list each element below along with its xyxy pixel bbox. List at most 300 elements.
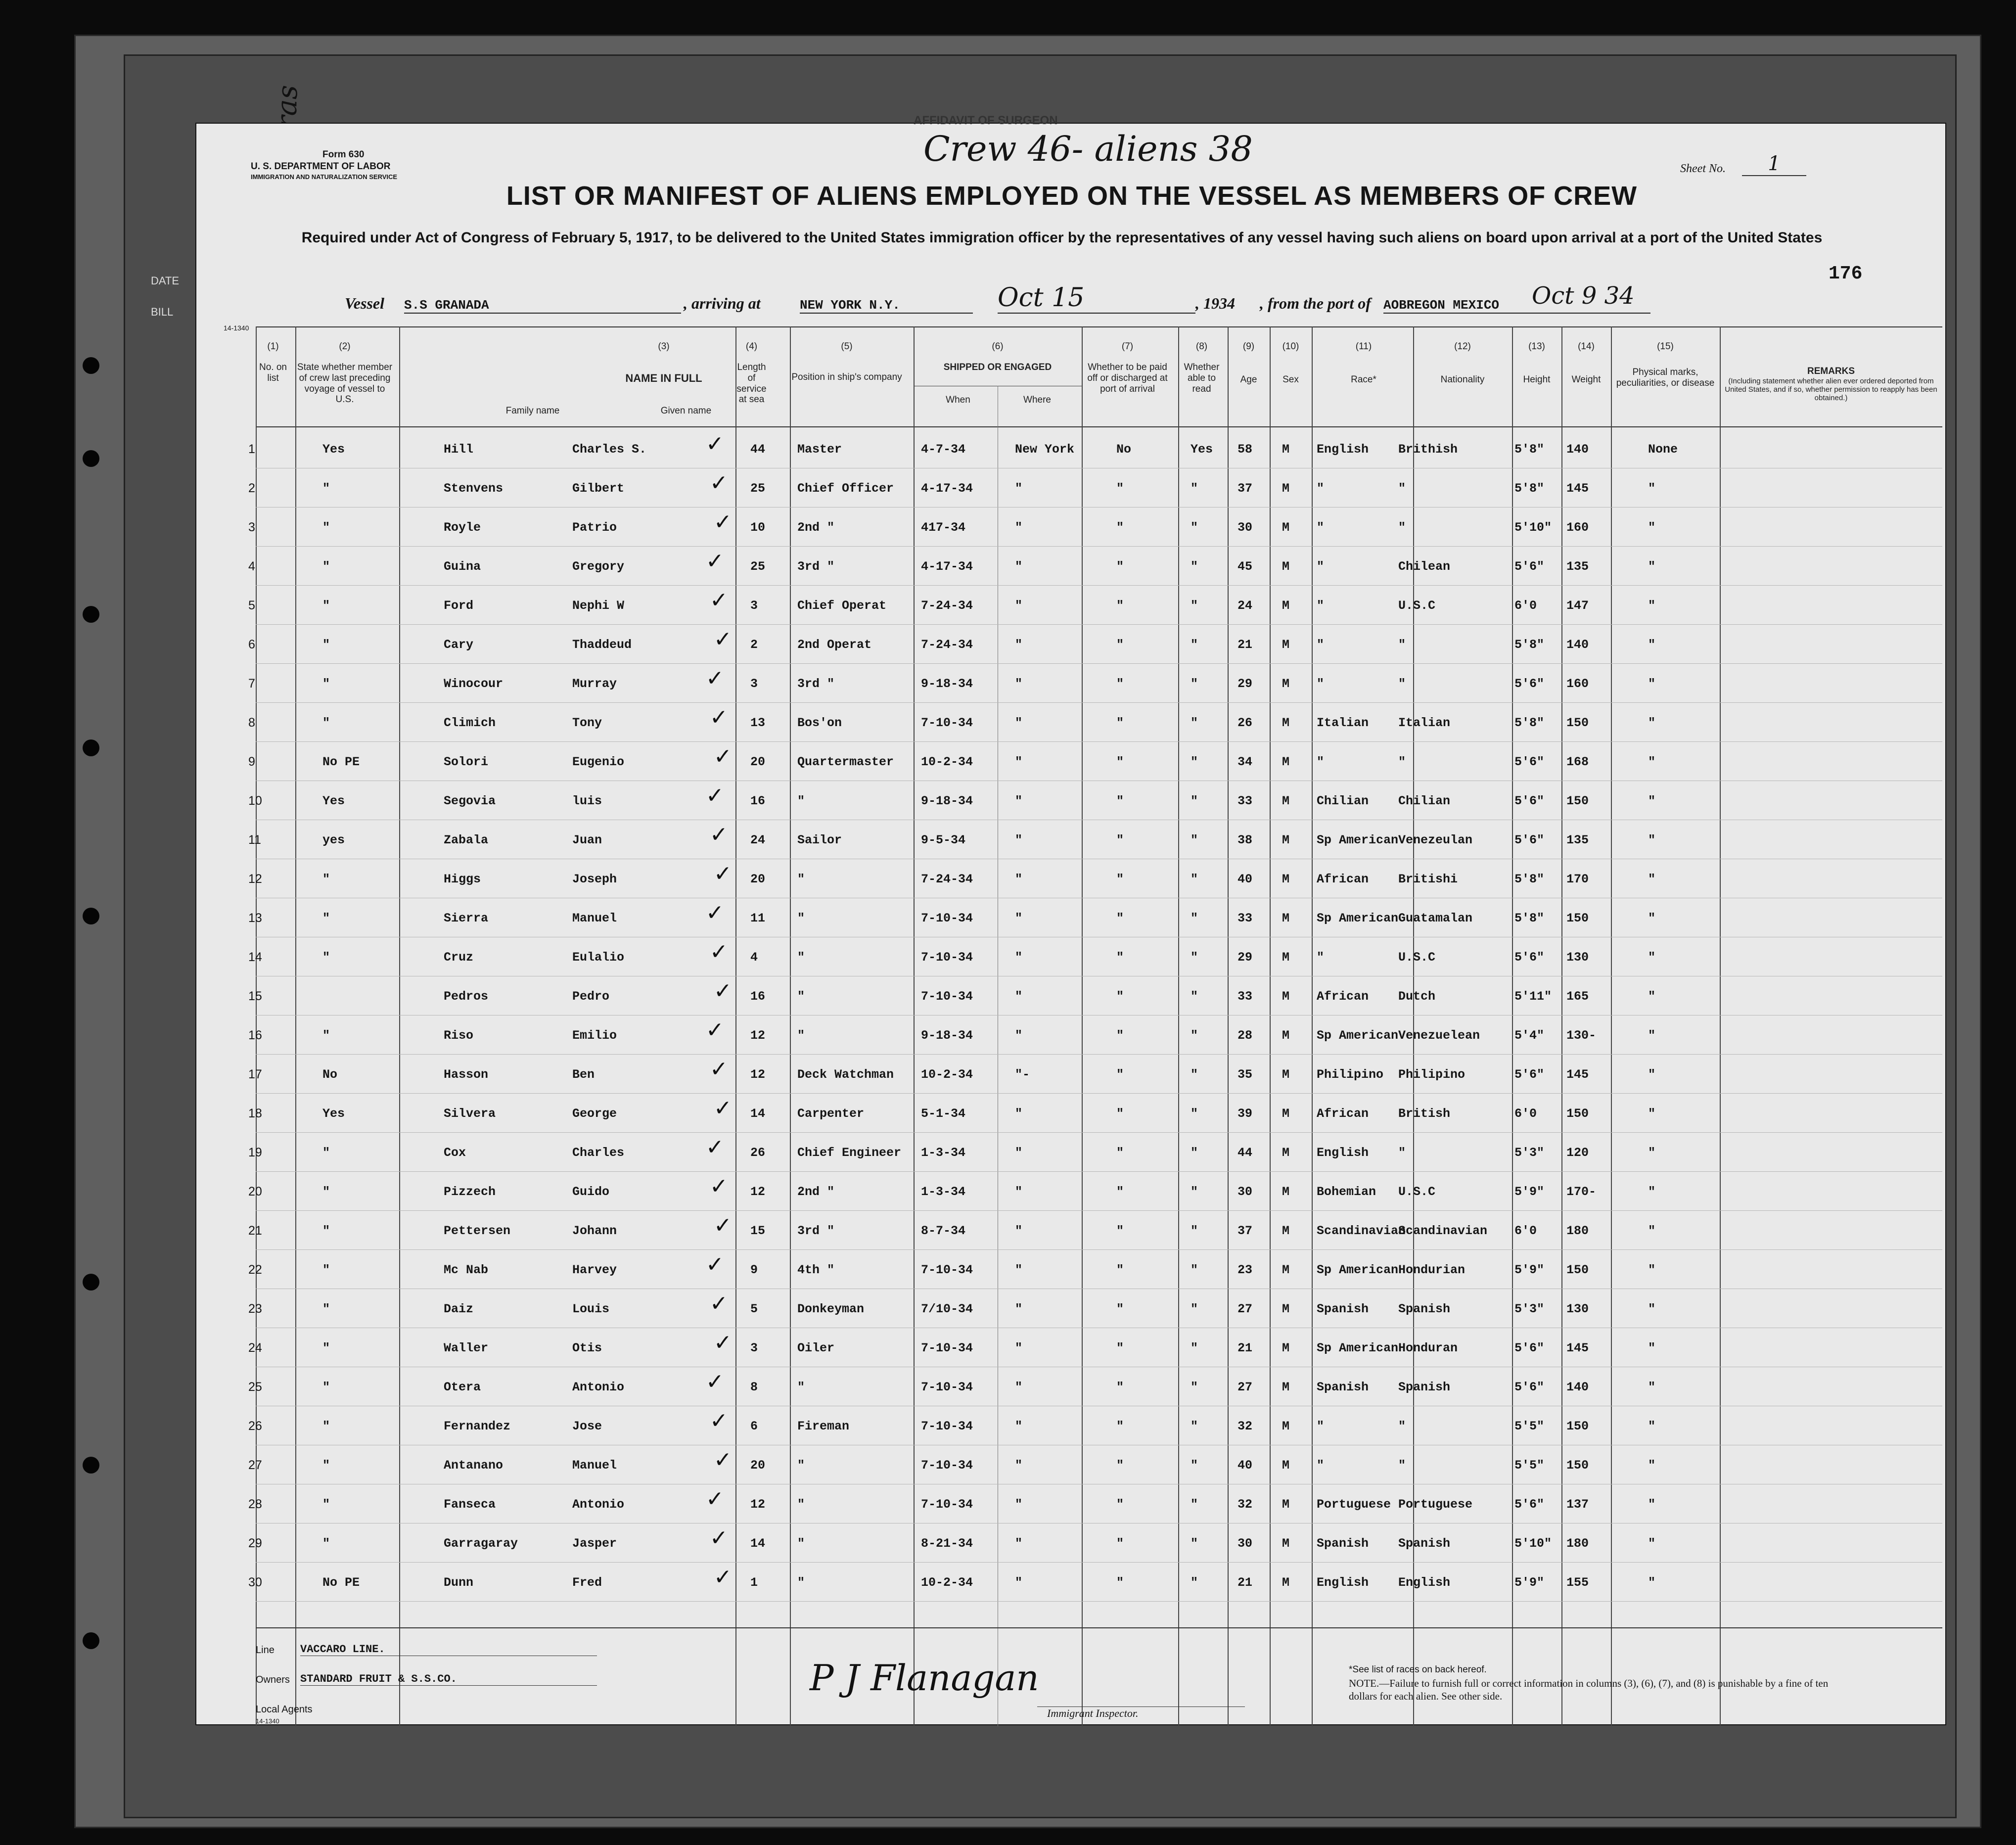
weight: 140 [1566,442,1589,457]
service-length: 25 [750,559,766,574]
row-number: 25 [248,1380,262,1394]
paid-off: " [1116,1107,1124,1121]
paid-off: " [1116,520,1124,535]
check-mark-icon: ✓ [714,861,732,886]
nationality: English [1398,1575,1451,1590]
race: Sp American [1317,911,1399,925]
row-number: 20 [248,1185,262,1199]
paid-off: " [1116,1263,1124,1277]
weight: 150 [1566,1263,1589,1277]
family-name: Hasson [444,1067,489,1082]
shipped-where: " [1015,638,1023,652]
race: Spanish [1317,1380,1369,1394]
given-name: Johann [572,1224,617,1238]
physical-marks: " [1648,520,1656,535]
family-name: Climich [444,716,496,730]
shipped-where: " [1015,1380,1023,1394]
age: 28 [1237,1028,1253,1043]
col-5-header: (5) Position in ship's company [791,341,902,382]
weight: 140 [1566,1380,1589,1394]
row-rule [256,585,1942,586]
col-13-header: (13) Height [1523,341,1551,385]
service-length: 12 [750,1067,766,1082]
family-name: Antanano [444,1458,504,1473]
row-number: 16 [248,1028,262,1042]
shipped-when: 7-24-34 [921,872,973,886]
row-number: 29 [248,1536,262,1550]
row-number: 2 [248,481,255,495]
age: 40 [1237,872,1253,886]
family-name: Waller [444,1341,489,1355]
prev-voyage: " [322,1458,330,1473]
col-3-given-header: Given name [660,406,712,416]
row-number: 21 [248,1224,262,1238]
race: " [1317,1419,1325,1433]
paid-off: " [1116,1419,1124,1433]
height: 5'9" [1514,1575,1545,1590]
owners-value: STANDARD FRUIT & S.S.CO. [300,1673,597,1686]
able-to-read: " [1191,520,1198,535]
position: 3rd " [797,1224,835,1238]
physical-marks: " [1648,1224,1656,1238]
check-mark-icon: ✓ [706,1017,724,1043]
paid-off: " [1116,1536,1124,1551]
sex: M [1282,599,1290,613]
weight: 170- [1566,1185,1597,1199]
race: African [1317,1107,1369,1121]
shipped-where: " [1015,1028,1023,1043]
race: African [1317,989,1369,1004]
sex: M [1282,950,1290,965]
shipped-where: "- [1015,1067,1030,1082]
physical-marks: " [1648,1302,1656,1316]
nationality: " [1398,481,1406,496]
height: 5'9" [1514,1185,1545,1199]
row-number: 13 [248,911,262,925]
side-label-date: DATE [151,275,180,287]
arrival-year: , 1934 [1195,294,1235,312]
shipped-when: 9-18-34 [921,794,973,808]
row-number: 5 [248,599,255,612]
physical-marks: " [1648,1067,1656,1082]
line-label: Line [256,1645,275,1656]
check-mark-icon: ✓ [710,1174,728,1199]
able-to-read: " [1191,1224,1198,1238]
race: Italian [1317,716,1369,730]
weight: 137 [1566,1497,1589,1512]
check-mark-icon: ✓ [710,588,728,613]
paid-off: " [1116,755,1124,769]
position: " [797,989,805,1004]
height: 5'8" [1514,872,1545,886]
check-mark-icon: ✓ [714,1213,732,1238]
shipped-when: 10-2-34 [921,1575,973,1590]
physical-marks: None [1648,442,1678,457]
nationality: Chilian [1398,794,1451,808]
paid-off: " [1116,1575,1124,1590]
shipped-where: " [1015,1302,1023,1316]
physical-marks: " [1648,1263,1656,1277]
height: 5'6" [1514,1341,1545,1355]
able-to-read: " [1191,481,1198,496]
check-mark-icon: ✓ [706,666,724,691]
given-name: Antonio [572,1380,625,1394]
age: 39 [1237,1107,1253,1121]
table-row [196,782,1947,820]
race: " [1317,520,1325,535]
physical-marks: " [1648,1146,1656,1160]
table-row [196,1368,1947,1406]
height: 5'6" [1514,833,1545,847]
position: 2nd " [797,1185,835,1199]
sex: M [1282,442,1290,457]
given-name: Murray [572,677,617,691]
col-7-header: (7) Whether to be paid off or discharged at port of arrival [1087,341,1168,394]
paid-off: " [1116,481,1124,496]
position: " [797,1458,805,1473]
family-name: Higgs [444,872,481,886]
age: 24 [1237,599,1253,613]
shipped-when: 7-10-34 [921,950,973,965]
given-name: Jasper [572,1536,617,1551]
shipped-when: 9-5-34 [921,833,966,847]
prev-voyage: " [322,1146,330,1160]
shipped-when: 7-10-34 [921,1380,973,1394]
row-number: 9 [248,755,255,769]
row-number: 3 [248,520,255,534]
shipped-where: " [1015,911,1023,925]
shipped-where: " [1015,677,1023,691]
paid-off: " [1116,872,1124,886]
family-name: Otera [444,1380,481,1394]
table-row [196,1134,1947,1171]
able-to-read: " [1191,1575,1198,1590]
row-rule [256,546,1942,547]
check-mark-icon: ✓ [710,705,728,730]
race: Spanish [1317,1302,1369,1316]
row-rule [256,1601,1942,1602]
nationality: Spanish [1398,1380,1451,1394]
table-row [196,1564,1947,1601]
weight: 180 [1566,1536,1589,1551]
prev-voyage: Yes [322,442,345,457]
prev-voyage: yes [322,833,345,847]
shipped-where: " [1015,1263,1023,1277]
prev-voyage: Yes [322,794,345,808]
shipped-when: 7-10-34 [921,1458,973,1473]
physical-marks: " [1648,950,1656,965]
physical-marks: " [1648,1419,1656,1433]
race: " [1317,599,1325,613]
service-length: 20 [750,1458,766,1473]
paid-off: " [1116,1302,1124,1316]
shipped-where: " [1015,1107,1023,1121]
given-name: George [572,1107,617,1121]
col-3-header: (3) NAME IN FULL [625,341,702,384]
family-name: Segovia [444,794,496,808]
service-length: 14 [750,1107,766,1121]
local-agents-label: Local Agents [256,1704,313,1715]
family-name: Riso [444,1028,474,1043]
sheet-label: Sheet No. [1680,162,1726,175]
table-row [196,743,1947,781]
check-mark-icon: ✓ [714,978,732,1004]
height: 5'8" [1514,638,1545,652]
check-mark-icon: ✓ [706,1135,724,1160]
shipped-where: " [1015,989,1023,1004]
paid-off: " [1116,1146,1124,1160]
family-name: Fernandez [444,1419,511,1433]
race: " [1317,481,1325,496]
position: Chief Officer [797,481,894,496]
physical-marks: " [1648,638,1656,652]
race: " [1317,559,1325,574]
able-to-read: " [1191,1028,1198,1043]
nationality: " [1398,1458,1406,1473]
height: 6'0 [1514,1224,1537,1238]
position: 2nd " [797,520,835,535]
prev-voyage: " [322,677,330,691]
inspector-signature: P J Flanagan [810,1657,1039,1699]
shipped-where: " [1015,559,1023,574]
sex: M [1282,716,1290,730]
race: Bohemian [1317,1185,1376,1199]
service-length: 9 [750,1263,758,1277]
prev-voyage: " [322,1302,330,1316]
race: Portuguese [1317,1497,1391,1512]
nationality: " [1398,1419,1406,1433]
service-length: 20 [750,872,766,886]
nationality: U.S.C [1398,1185,1436,1199]
nationality: Scandinavian [1398,1224,1488,1238]
check-mark-icon: ✓ [714,1565,732,1590]
sex: M [1282,1302,1290,1316]
age: 32 [1237,1419,1253,1433]
check-mark-icon: ✓ [710,939,728,965]
physical-marks: " [1648,833,1656,847]
able-to-read: " [1191,833,1198,847]
able-to-read: " [1191,794,1198,808]
row-rule [256,1171,1942,1172]
race: " [1317,755,1325,769]
row-number: 22 [248,1263,262,1277]
shipped-when: 10-2-34 [921,755,973,769]
prev-voyage: " [322,872,330,886]
given-name: Otis [572,1341,602,1355]
family-name: Garragaray [444,1536,518,1551]
able-to-read: " [1191,1302,1198,1316]
service-length: 3 [750,599,758,613]
able-to-read: " [1191,911,1198,925]
service-name: IMMIGRATION AND NATURALIZATION SERVICE [251,173,398,181]
row-rule [256,1054,1942,1055]
table-row [196,1212,1947,1249]
given-name: Fred [572,1575,602,1590]
top-strip-label: AFFIDAVIT OF SURGEON [914,114,1058,127]
row-number: 7 [248,677,255,691]
shipped-when: 7/10-34 [921,1302,973,1316]
age: 30 [1237,1536,1253,1551]
shipped-when: 8-7-34 [921,1224,966,1238]
weight: 160 [1566,520,1589,535]
shipped-where: " [1015,794,1023,808]
able-to-read: " [1191,1497,1198,1512]
nationality: Chilean [1398,559,1451,574]
physical-marks: " [1648,677,1656,691]
header-bottom-rule [256,426,1942,427]
able-to-read: " [1191,1107,1198,1121]
given-name: Jose [572,1419,602,1433]
paid-off: " [1116,677,1124,691]
header-top-rule [256,326,1942,327]
able-to-read: " [1191,950,1198,965]
position: " [797,794,805,808]
age: 58 [1237,442,1253,457]
row-rule [256,1210,1942,1211]
family-name: Fanseca [444,1497,496,1512]
handwritten-crew-count: Crew 46- aliens 38 [923,129,1253,169]
sex: M [1282,1458,1290,1473]
nationality: " [1398,520,1406,535]
family-name: Zabala [444,833,489,847]
age: 29 [1237,677,1253,691]
shipped-where: " [1015,520,1023,535]
table-row [196,1446,1947,1484]
arrival-date: Oct 15 [998,283,1195,314]
nationality: " [1398,1146,1406,1160]
position: Quartermaster [797,755,894,769]
prev-voyage: " [322,911,330,925]
weight: 130 [1566,950,1589,965]
shipped-when: 7-10-34 [921,716,973,730]
weight: 135 [1566,833,1589,847]
able-to-read: " [1191,716,1198,730]
row-number: 27 [248,1458,262,1472]
table-row [196,1173,1947,1210]
prev-voyage: " [322,1536,330,1551]
weight: 150 [1566,1419,1589,1433]
check-mark-icon: ✓ [706,783,724,808]
position: " [797,1028,805,1043]
position: " [797,1497,805,1512]
check-mark-icon: ✓ [710,822,728,847]
shipped-where: New York [1015,442,1075,457]
race: Scandinavian [1317,1224,1406,1238]
shipped-when: 7-10-34 [921,1263,973,1277]
service-length: 12 [750,1497,766,1512]
row-rule [256,1249,1942,1250]
col-1-header: (1) No. on list [259,341,287,383]
able-to-read: " [1191,559,1198,574]
check-mark-icon: ✓ [714,509,732,535]
height: 5'8" [1514,481,1545,496]
check-mark-icon: ✓ [710,1057,728,1082]
service-length: 11 [750,911,766,925]
shipped-when: 417-34 [921,520,966,535]
sex: M [1282,755,1290,769]
row-number: 30 [248,1575,262,1589]
nationality: " [1398,677,1406,691]
race: Sp American [1317,1341,1399,1355]
sex: M [1282,1224,1290,1238]
service-length: 20 [750,755,766,769]
position: " [797,911,805,925]
service-length: 25 [750,481,766,496]
weight: 160 [1566,677,1589,691]
weight: 180 [1566,1224,1589,1238]
position: " [797,1380,805,1394]
form-code-top: 14-1340 [224,324,249,332]
physical-marks: " [1648,755,1656,769]
age: 44 [1237,1146,1253,1160]
paid-off: " [1116,1028,1124,1043]
sex: M [1282,794,1290,808]
shipped-where: " [1015,1497,1023,1512]
vessel-label: Vessel [345,294,384,312]
from-port-label: , from the port of [1260,294,1371,312]
paid-off: " [1116,1185,1124,1199]
nationality: Brithish [1398,442,1458,457]
height: 5'6" [1514,1380,1545,1394]
age: 38 [1237,833,1253,847]
row-number: 19 [248,1146,262,1159]
position: Deck Watchman [797,1067,894,1082]
nationality: Venezuelean [1398,1028,1480,1043]
able-to-read: " [1191,1341,1198,1355]
weight: 130- [1566,1028,1597,1043]
col-10-header: (10) Sex [1282,341,1299,385]
departure-date: Oct 9 34 [1532,282,1635,310]
paid-off: " [1116,1341,1124,1355]
age: 33 [1237,794,1253,808]
table-row [196,587,1947,624]
height: 5'3" [1514,1302,1545,1316]
age: 27 [1237,1302,1253,1316]
paid-off: " [1116,599,1124,613]
paid-off: No [1116,442,1132,457]
shipped-when: 4-17-34 [921,481,973,496]
able-to-read: " [1191,1185,1198,1199]
height: 5'6" [1514,794,1545,808]
given-name: Gregory [572,559,625,574]
physical-marks: " [1648,599,1656,613]
check-mark-icon: ✓ [706,431,724,457]
prev-voyage: " [322,481,330,496]
height: 5'11" [1514,989,1552,1004]
position: " [797,950,805,965]
col-6-when-header: When [946,395,970,405]
nationality: British [1398,1107,1451,1121]
prev-voyage: " [322,1185,330,1199]
nationality: U.S.C [1398,950,1436,965]
prev-voyage: " [322,1341,330,1355]
position: Fireman [797,1419,850,1433]
paid-off: " [1116,1458,1124,1473]
position: 2nd Operat [797,638,872,652]
able-to-read: " [1191,638,1198,652]
height: 5'6" [1514,559,1545,574]
race: Chilian [1317,794,1369,808]
paid-off: " [1116,559,1124,574]
col-6-header: (6) SHIPPED OR ENGAGED [943,341,1052,372]
form-number: Form 630 [322,149,365,160]
table-row [196,899,1947,937]
shipped-when: 7-24-34 [921,638,973,652]
family-name: Cox [444,1146,466,1160]
position: Sailor [797,833,842,847]
paid-off: " [1116,1380,1124,1394]
sex: M [1282,1380,1290,1394]
